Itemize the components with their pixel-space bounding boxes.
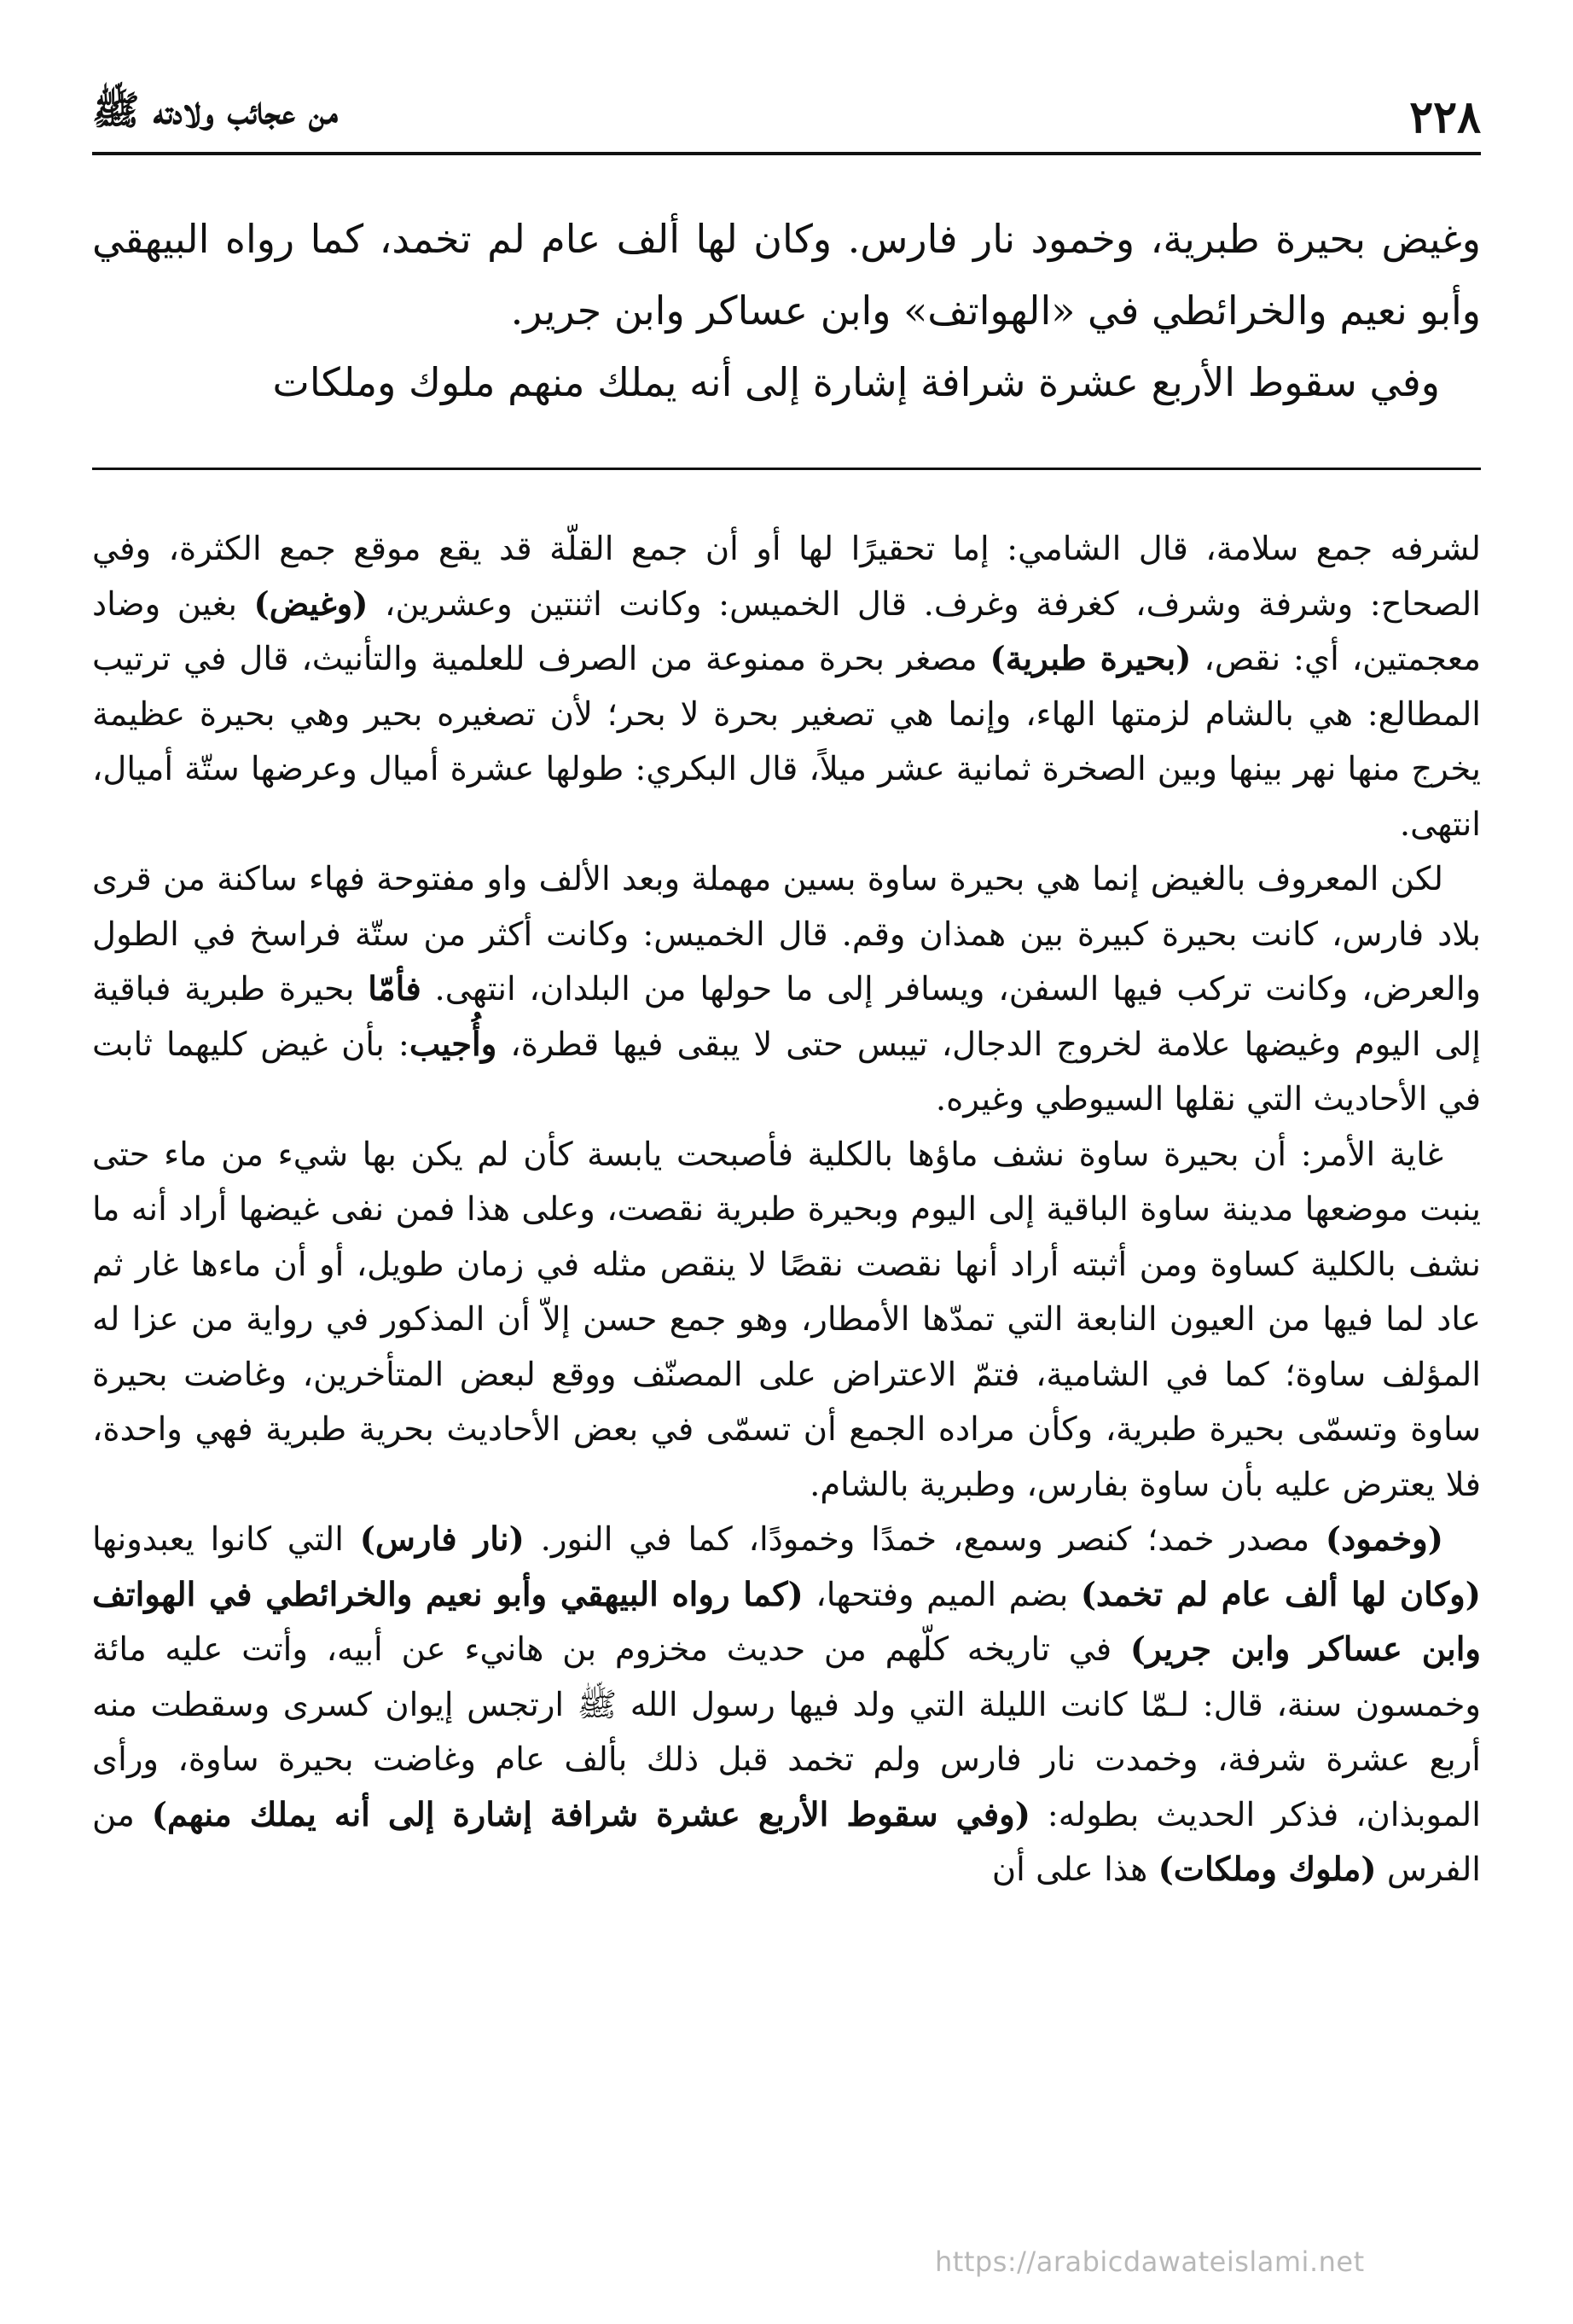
text-run: لشرفه جمع سلامة، قال الشامي: إما تحقيرًا لها أو أن جمع القلّة قد يقع موقع جمع الكثرة، وفي الصحاح: وشرفة وشرف، كغرفة وغرف. قال الخميس: وكانت اثنتين وعشرين، xyxy=(92,530,1481,624)
main-text xyxy=(92,203,1481,418)
watermark-url: https://arabicdawateislami.net xyxy=(935,2246,1365,2278)
text-run: مصدر خمد؛ كنصر وسمع، خمدًا وخمودًا، كما في النور. xyxy=(524,1520,1326,1559)
quoted-term: (بحيرة طبرية) xyxy=(990,640,1192,678)
text-run: بحيرة طبرية فباقية إلى اليوم وغيضها علامة لخروج الدجال، تيبس حتى لا يبقى فيها قطرة، xyxy=(92,970,1481,1064)
page-header xyxy=(92,78,1481,155)
quoted-term: (وغيض) xyxy=(253,584,369,624)
quoted-term: (كما رواه البيهقي وأبو نعيم والخرائطي في الهواتف وابن عساكر وابن جرير) xyxy=(92,1575,1482,1669)
text-run: من الفرس xyxy=(92,1795,1481,1889)
main-paragraph: وغيض بحيرة طبرية، وخمود نار فارس. وكان لها ألف عام لم تخمد، كما رواه البيهقي وأبو نعيم والخرائطي في «الهواتف» وابن عساكر وابن جرير. xyxy=(92,216,1481,334)
quoted-term: فأمّا xyxy=(368,970,421,1008)
text-run: التي كانوا يعبدونها xyxy=(92,1520,360,1559)
quoted-term: (وكان لها ألف عام لم تخمد) xyxy=(1080,1575,1481,1614)
footnote-divider xyxy=(92,468,1481,470)
text-run: مصغر بحرة ممنوعة من الصرف للعلمية والتأنيث، قال في ترتيب المطالع: هي بالشام لزمتها الهاء، وإنما هي تصغير بحرة لا بحر؛ لأن تصغيره بحير وهي بحيرة عظيمة يخرج منها نهر بينها وبين الصخرة ثمانية عشر ميلاً، قال البكري: طولها عشرة أميال وعرضها ستّة أميال، انتهى. xyxy=(92,640,1481,844)
text-run: هذا على أن xyxy=(991,1850,1158,1889)
quoted-term: (نار فارس) xyxy=(359,1520,525,1559)
quoted-term: (وخمود) xyxy=(1325,1520,1443,1559)
quoted-term: وأُجيب xyxy=(409,1025,497,1064)
page-number: ٢٢٨ xyxy=(1409,91,1481,143)
text-run: بغين وضاد معجمتين، أي: نقص، xyxy=(92,584,1482,678)
text-run: : بأن غيض كليهما ثابت في الأحاديث التي نقلها السيوطي وغيره. xyxy=(92,1025,1481,1118)
commentary-paragraph xyxy=(92,522,1481,852)
quoted-term: (وفي سقوط الأربع عشرة شرافة إشارة إلى أنه يملك منهم) xyxy=(151,1795,1030,1834)
commentary-paragraph: غاية الأمر: أن بحيرة ساوة نشف ماؤها بالكلية فأصبحت يابسة كأن لم يكن بها شيء من ماء حتى ينبت موضعها مدينة ساوة الباقية إلى اليوم وبحيرة طبرية نقصت، وعلى هذا فمن نفى غيضها أراد أنه ما نشف بالكلية كساوة ومن أثبته أراد أنها نقصت نقصًا لا ينقص مثله في زمان طويل، أو أن ماءها غار ثم عاد لما فيها من العيون النابعة التي تمدّها الأمطار، وهو جمع حسن إلاّ أن المذكور في رواية من عزا له المؤلف ساوة؛ كما في الشامية، فتمّ الاعتراض على المصنّف ووقع لبعض المتأخرين، وغاضت بحيرة ساوة وتسمّى بحيرة طبرية، وكأن مراده الجمع أن تسمّى في بعض الأحاديث بحرية طبرية فهي واحدة، فلا يعترض عليه بأن ساوة بفارس، وطبرية بالشام. xyxy=(92,1135,1481,1504)
main-paragraph: وفي سقوط الأربع عشرة شرافة إشارة إلى أنه يملك منهم ملوك وملكات xyxy=(272,359,1440,405)
running-title: من عجائب ولادته ﷺ xyxy=(92,87,339,133)
text-run: بضم الميم وفتحها، xyxy=(803,1575,1081,1614)
commentary-text xyxy=(92,522,1481,1898)
text-run: في تاريخه كلّهم من حديث مخزوم بن هانيء عن أبيه، وأتت عليه مائة وخمسون سنة، قال: لـمّا كانت الليلة التي ولد فيها رسول الله ﷺ ارتجس إيوان كسرى وسقطت منه أربع عشرة شرفة، وخمدت نار فارس ولم تخمد قبل ذلك بألف عام وغاضت بحيرة ساوة، ورأى الموبذان، فذكر الحديث بطوله: xyxy=(92,1630,1481,1834)
commentary-paragraph xyxy=(92,1513,1481,1898)
text-run: لكن المعروف بالغيض إنما هي بحيرة ساوة بسين مهملة وبعد الألف واو مفتوحة فهاء ساكنة من قرى بلاد فارس، كانت بحيرة كبيرة بين همذان وقم. قال الخميس: وكانت أكثر من ستّة فراسخ في الطول والعرض، وكانت تركب فيها السفن، ويسافر إلى ما حولها من البلدان، انتهى. xyxy=(92,860,1481,1008)
commentary-paragraph xyxy=(92,852,1481,1128)
quoted-term: (ملوك وملكات) xyxy=(1158,1850,1377,1889)
